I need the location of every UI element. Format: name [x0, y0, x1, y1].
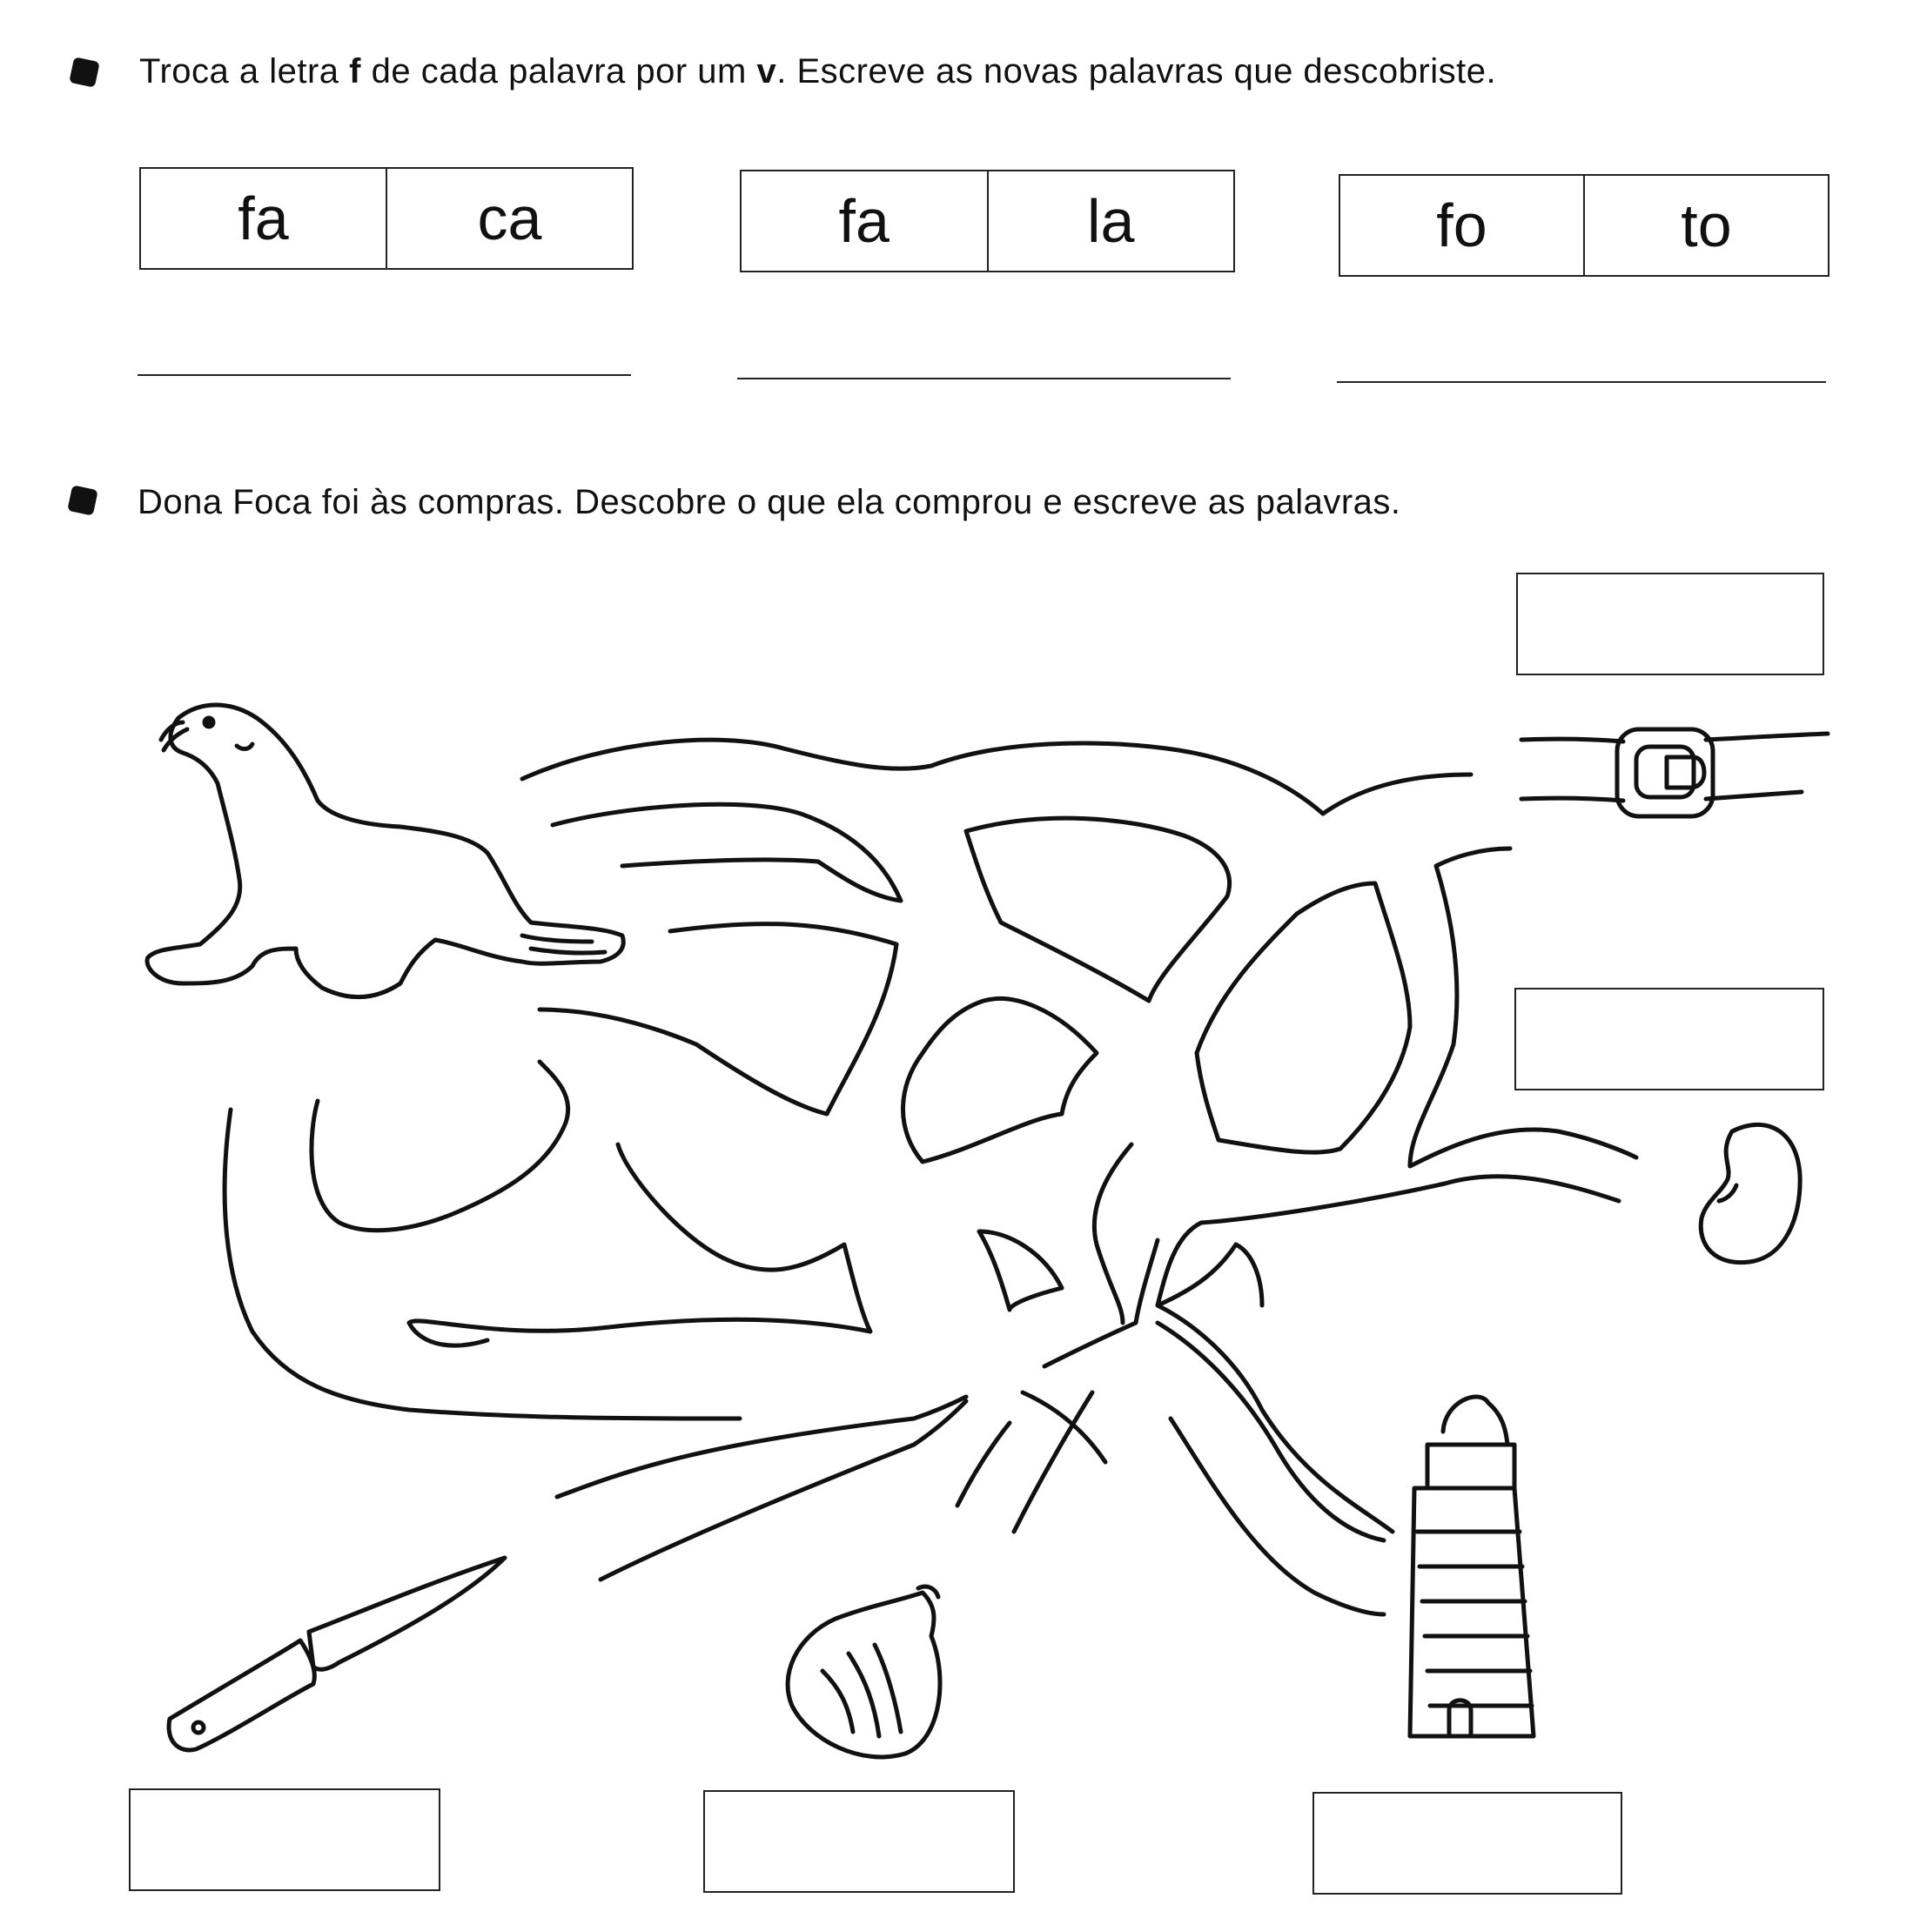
exercise2-instruction: Dona Foca foi às compras. Descobre o que ela comprou e escreve as palavras.	[138, 483, 1401, 521]
fig-icon	[788, 1593, 940, 1757]
syllable-cell: fo	[1340, 176, 1585, 275]
answer-box-belt[interactable]	[1516, 573, 1824, 675]
maze-wall	[957, 1423, 1010, 1506]
maze-wall	[312, 1062, 568, 1231]
answer-box-bean[interactable]	[1514, 988, 1824, 1090]
knife-icon	[169, 1640, 314, 1750]
maze-wall	[1023, 1392, 1105, 1462]
maze-wall	[1158, 1305, 1393, 1532]
letter-f: f	[349, 52, 361, 91]
answer-box-lighthouse[interactable]	[1312, 1792, 1622, 1895]
maze-wall	[903, 999, 1098, 1163]
maze-wall	[1094, 1144, 1131, 1323]
maze-wall	[601, 1401, 966, 1580]
bean-icon	[1701, 1124, 1800, 1262]
letter-v: v	[756, 52, 777, 91]
lighthouse-icon	[1410, 1488, 1534, 1736]
seal-mouth	[237, 744, 252, 749]
syllable-cell: fa	[141, 169, 387, 268]
belt-prong	[1667, 757, 1704, 788]
maze-wall	[1014, 1392, 1092, 1532]
fig-texture	[822, 1645, 901, 1736]
lighthouse-lamp	[1427, 1445, 1514, 1488]
belt-icon	[1521, 734, 1828, 801]
knife-rivet	[193, 1722, 204, 1733]
maze-wall	[966, 818, 1230, 1001]
syllable-cell: fa	[742, 171, 989, 271]
seal-flipper	[522, 936, 605, 953]
maze-wall	[1158, 1323, 1384, 1540]
maze-wall	[409, 1144, 870, 1345]
lighthouse-stripes	[1417, 1532, 1532, 1706]
maze-wall	[1197, 883, 1410, 1152]
seal-eye	[205, 718, 213, 727]
instruction-text-1: Troca a letra	[139, 52, 350, 91]
instruction-text-2: de cada palavra por um	[361, 52, 757, 91]
answer-box-fig[interactable]	[703, 1790, 1015, 1893]
answer-box-knife[interactable]	[129, 1788, 440, 1891]
instruction-text-3: . Escreve as novas palavras que descobriste.	[776, 52, 1497, 91]
syllable-cell: to	[1681, 191, 1732, 259]
syllable-cell: ca	[477, 184, 542, 252]
maze-wall	[225, 1110, 740, 1419]
maze-wall	[553, 804, 901, 901]
maze-wall	[979, 1231, 1062, 1310]
maze-wall	[522, 740, 1471, 814]
lighthouse-dome	[1443, 1397, 1507, 1445]
syllable-cell: la	[1087, 187, 1135, 255]
maze-wall	[1158, 1177, 1619, 1305]
knife-blade	[309, 1558, 505, 1669]
